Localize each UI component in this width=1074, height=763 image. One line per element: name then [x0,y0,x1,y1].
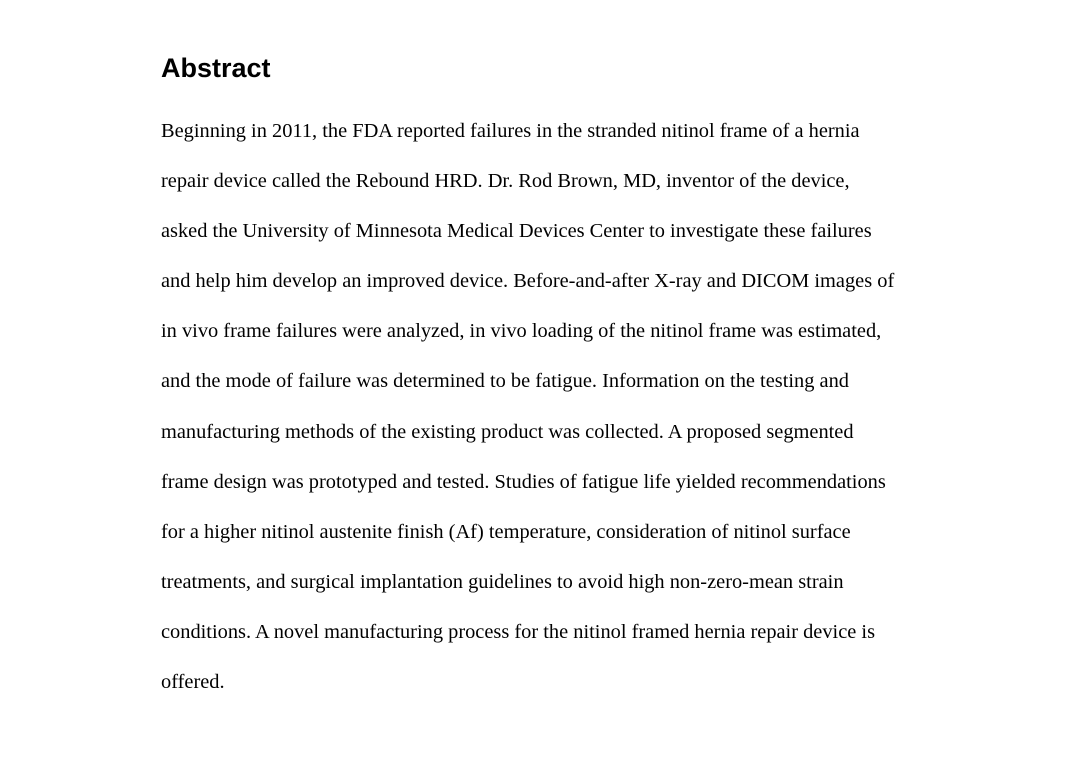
abstract-line: and the mode of failure was determined to be fatigue. Information on the testing and [161,370,849,393]
abstract-heading: Abstract [161,53,271,83]
abstract-line: conditions. A novel manufacturing process for the nitinol framed hernia repair device is [161,620,876,643]
abstract-line: repair device called the Rebound HRD. Dr. Rod Brown, MD, inventor of the device, [161,170,850,193]
abstract-line: and help him develop an improved device. Before-and-after X-ray and DICOM images of [161,270,895,293]
abstract-line: in vivo frame failures were analyzed, in vivo loading of the nitinol frame was estimated, [161,320,882,343]
abstract-line: offered. [161,671,225,694]
abstract-line: treatments, and surgical implantation guidelines to avoid high non-zero-mean strain [161,570,844,593]
abstract-line: frame design was prototyped and tested. Studies of fatigue life yielded recommendations [161,470,886,493]
abstract-line: asked the University of Minnesota Medical Devices Center to investigate these failures [161,220,872,243]
abstract-line: for a higher nitinol austenite finish (Af) temperature, consideration of nitinol surface [161,520,851,543]
abstract-body [161,106,1041,707]
abstract-line: manufacturing methods of the existing product was collected. A proposed segmented [161,420,854,443]
abstract-line: Beginning in 2011, the FDA reported failures in the stranded nitinol frame of a hernia [161,120,860,142]
